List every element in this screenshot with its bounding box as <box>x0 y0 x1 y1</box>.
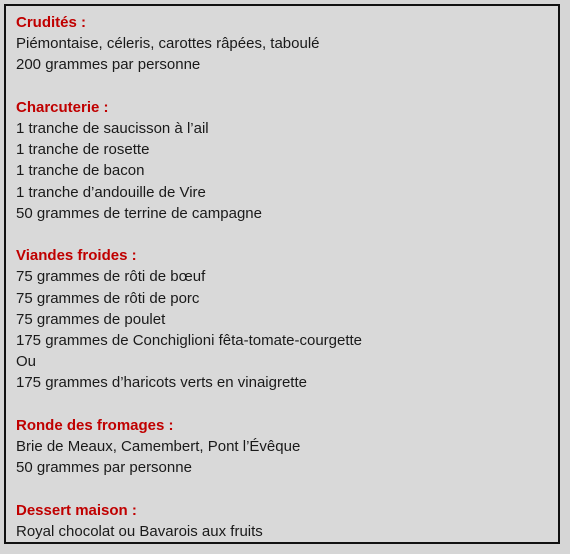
section-heading: Viandes froides : <box>16 247 137 265</box>
menu-line: Piémontaise, céleris, carottes râpées, taboulé <box>16 35 320 53</box>
menu-line: 1 tranche d’andouille de Vire <box>16 183 206 201</box>
menu-line: 200 grammes par personne <box>16 56 201 74</box>
menu-line: Brie de Meaux, Camembert, Pont l’Évêque <box>16 438 301 456</box>
section-viandes-froides <box>16 245 548 393</box>
section-heading: Charcuterie : <box>16 98 109 116</box>
menu-line: 75 grammes de poulet <box>16 310 166 328</box>
section-fromages <box>16 415 548 479</box>
section-dessert <box>16 500 548 542</box>
menu-panel <box>4 4 560 544</box>
section-heading: Dessert maison : <box>16 501 137 519</box>
section-crudites <box>16 12 548 76</box>
menu-line: 50 grammes de terrine de campagne <box>16 204 262 222</box>
section-heading: Crudités : <box>16 14 87 31</box>
section-charcuterie <box>16 97 548 224</box>
menu-line: Royal chocolat ou Bavarois aux fruits <box>16 522 263 540</box>
section-heading: Ronde des fromages : <box>16 416 174 434</box>
menu-line: 50 grammes par personne <box>16 459 192 477</box>
menu-line: 175 grammes de Conchiglioni fêta-tomate-courgette <box>16 332 363 350</box>
menu-line: 1 tranche de rosette <box>16 141 150 159</box>
menu-line: 1 tranche de bacon <box>16 162 145 180</box>
menu-line: 1 tranche de saucisson à l’ail <box>16 120 209 137</box>
menu-line: Ou <box>16 353 37 371</box>
menu-line: 75 grammes de rôti de porc <box>16 289 200 307</box>
menu-line: 175 grammes d’haricots verts en vinaigrette <box>16 374 307 392</box>
menu-line: 75 grammes de rôti de bœuf <box>16 268 206 286</box>
